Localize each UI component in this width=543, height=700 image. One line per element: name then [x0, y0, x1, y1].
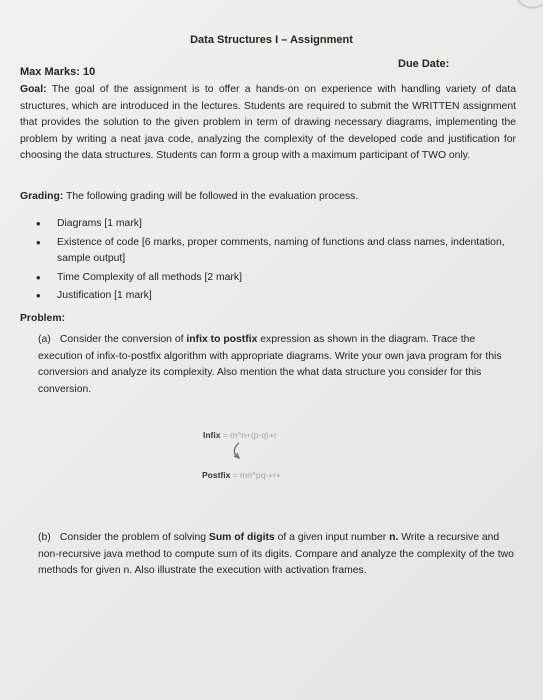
- infix-label: Infix: [203, 430, 221, 440]
- bullet-icon: •: [36, 269, 41, 285]
- infix-value: = m^n+(p-q)+r: [222, 430, 277, 440]
- page-title: Data Structures I – Assignment: [190, 34, 353, 46]
- part-b-bold: Sum of digits: [208, 532, 275, 543]
- postfix-label: Postfix: [202, 470, 231, 480]
- grading-list: [20, 216, 520, 307]
- part-b-label: (b): [38, 532, 51, 543]
- goal-label: Goal:: [20, 84, 47, 95]
- list-item: • Justification [1 mark]: [36, 288, 152, 303]
- part-a-paragraph: (a) Consider the conversion of infix to postfix expression as shown in the diagram. Trace the execution of infix-to-postfix algorithm with appropriate diagrams. Write your own java program for this conversion and analyze its complexity. Also mention the what data structure you consider for this conversion.: [38, 334, 502, 395]
- bullet-icon: •: [36, 234, 41, 250]
- problem-heading: Problem:: [20, 313, 66, 324]
- part-b-paragraph: (b) Consider the problem of solving Sum of digits of a given input number n. Write a recursive and non-recursive java method to compute sum of its digits. Compare and analyze the complexity of the two methods for given n. Also illustrate the execution with activation frames.: [38, 532, 514, 576]
- bullet-icon: •: [36, 288, 41, 303]
- grading-line: [20, 191, 358, 202]
- list-item: • Diagrams [1 mark]: [36, 216, 142, 231]
- postfix-expression: [202, 470, 281, 480]
- list-item: • Existence of code [6 marks, proper comments, naming of functions and class names, indentation, sample output]: [36, 234, 505, 264]
- bullet-icon: •: [36, 216, 41, 231]
- goal-paragraph: [20, 82, 516, 165]
- grading-text: The following grading will be followed in the evaluation process.: [66, 191, 359, 202]
- grading-label: Grading:: [20, 191, 64, 202]
- goal-text: The goal of the assignment is to offer a hands-on on experience with handling variety of data structures, which are introduced in the lectures. Students are required to submit the WRITTEN assignment that provides the solution to the given problem in term of drawing necessary diagrams, implementing the problem by writing a neat java code, analyzing the complexity of the developed code and justification for choosing the data structures. Students can form a group with a maximum participant of TWO only.: [20, 84, 516, 162]
- infix-expression: [203, 430, 277, 440]
- part-a-label: (a): [38, 334, 51, 345]
- part-a-bold: infix to postfix: [186, 334, 258, 345]
- corner-arc-mark: [511, 0, 543, 16]
- due-date: Due Date:: [398, 58, 450, 70]
- list-item: • Time Complexity of all methods [2 mark]: [36, 269, 242, 285]
- part-b-bold-n: n.: [389, 532, 399, 543]
- postfix-value: = mn^pq-+r+: [232, 470, 281, 480]
- max-marks: Max Marks: 10: [20, 66, 96, 78]
- conversion-arrow-icon: [230, 440, 244, 462]
